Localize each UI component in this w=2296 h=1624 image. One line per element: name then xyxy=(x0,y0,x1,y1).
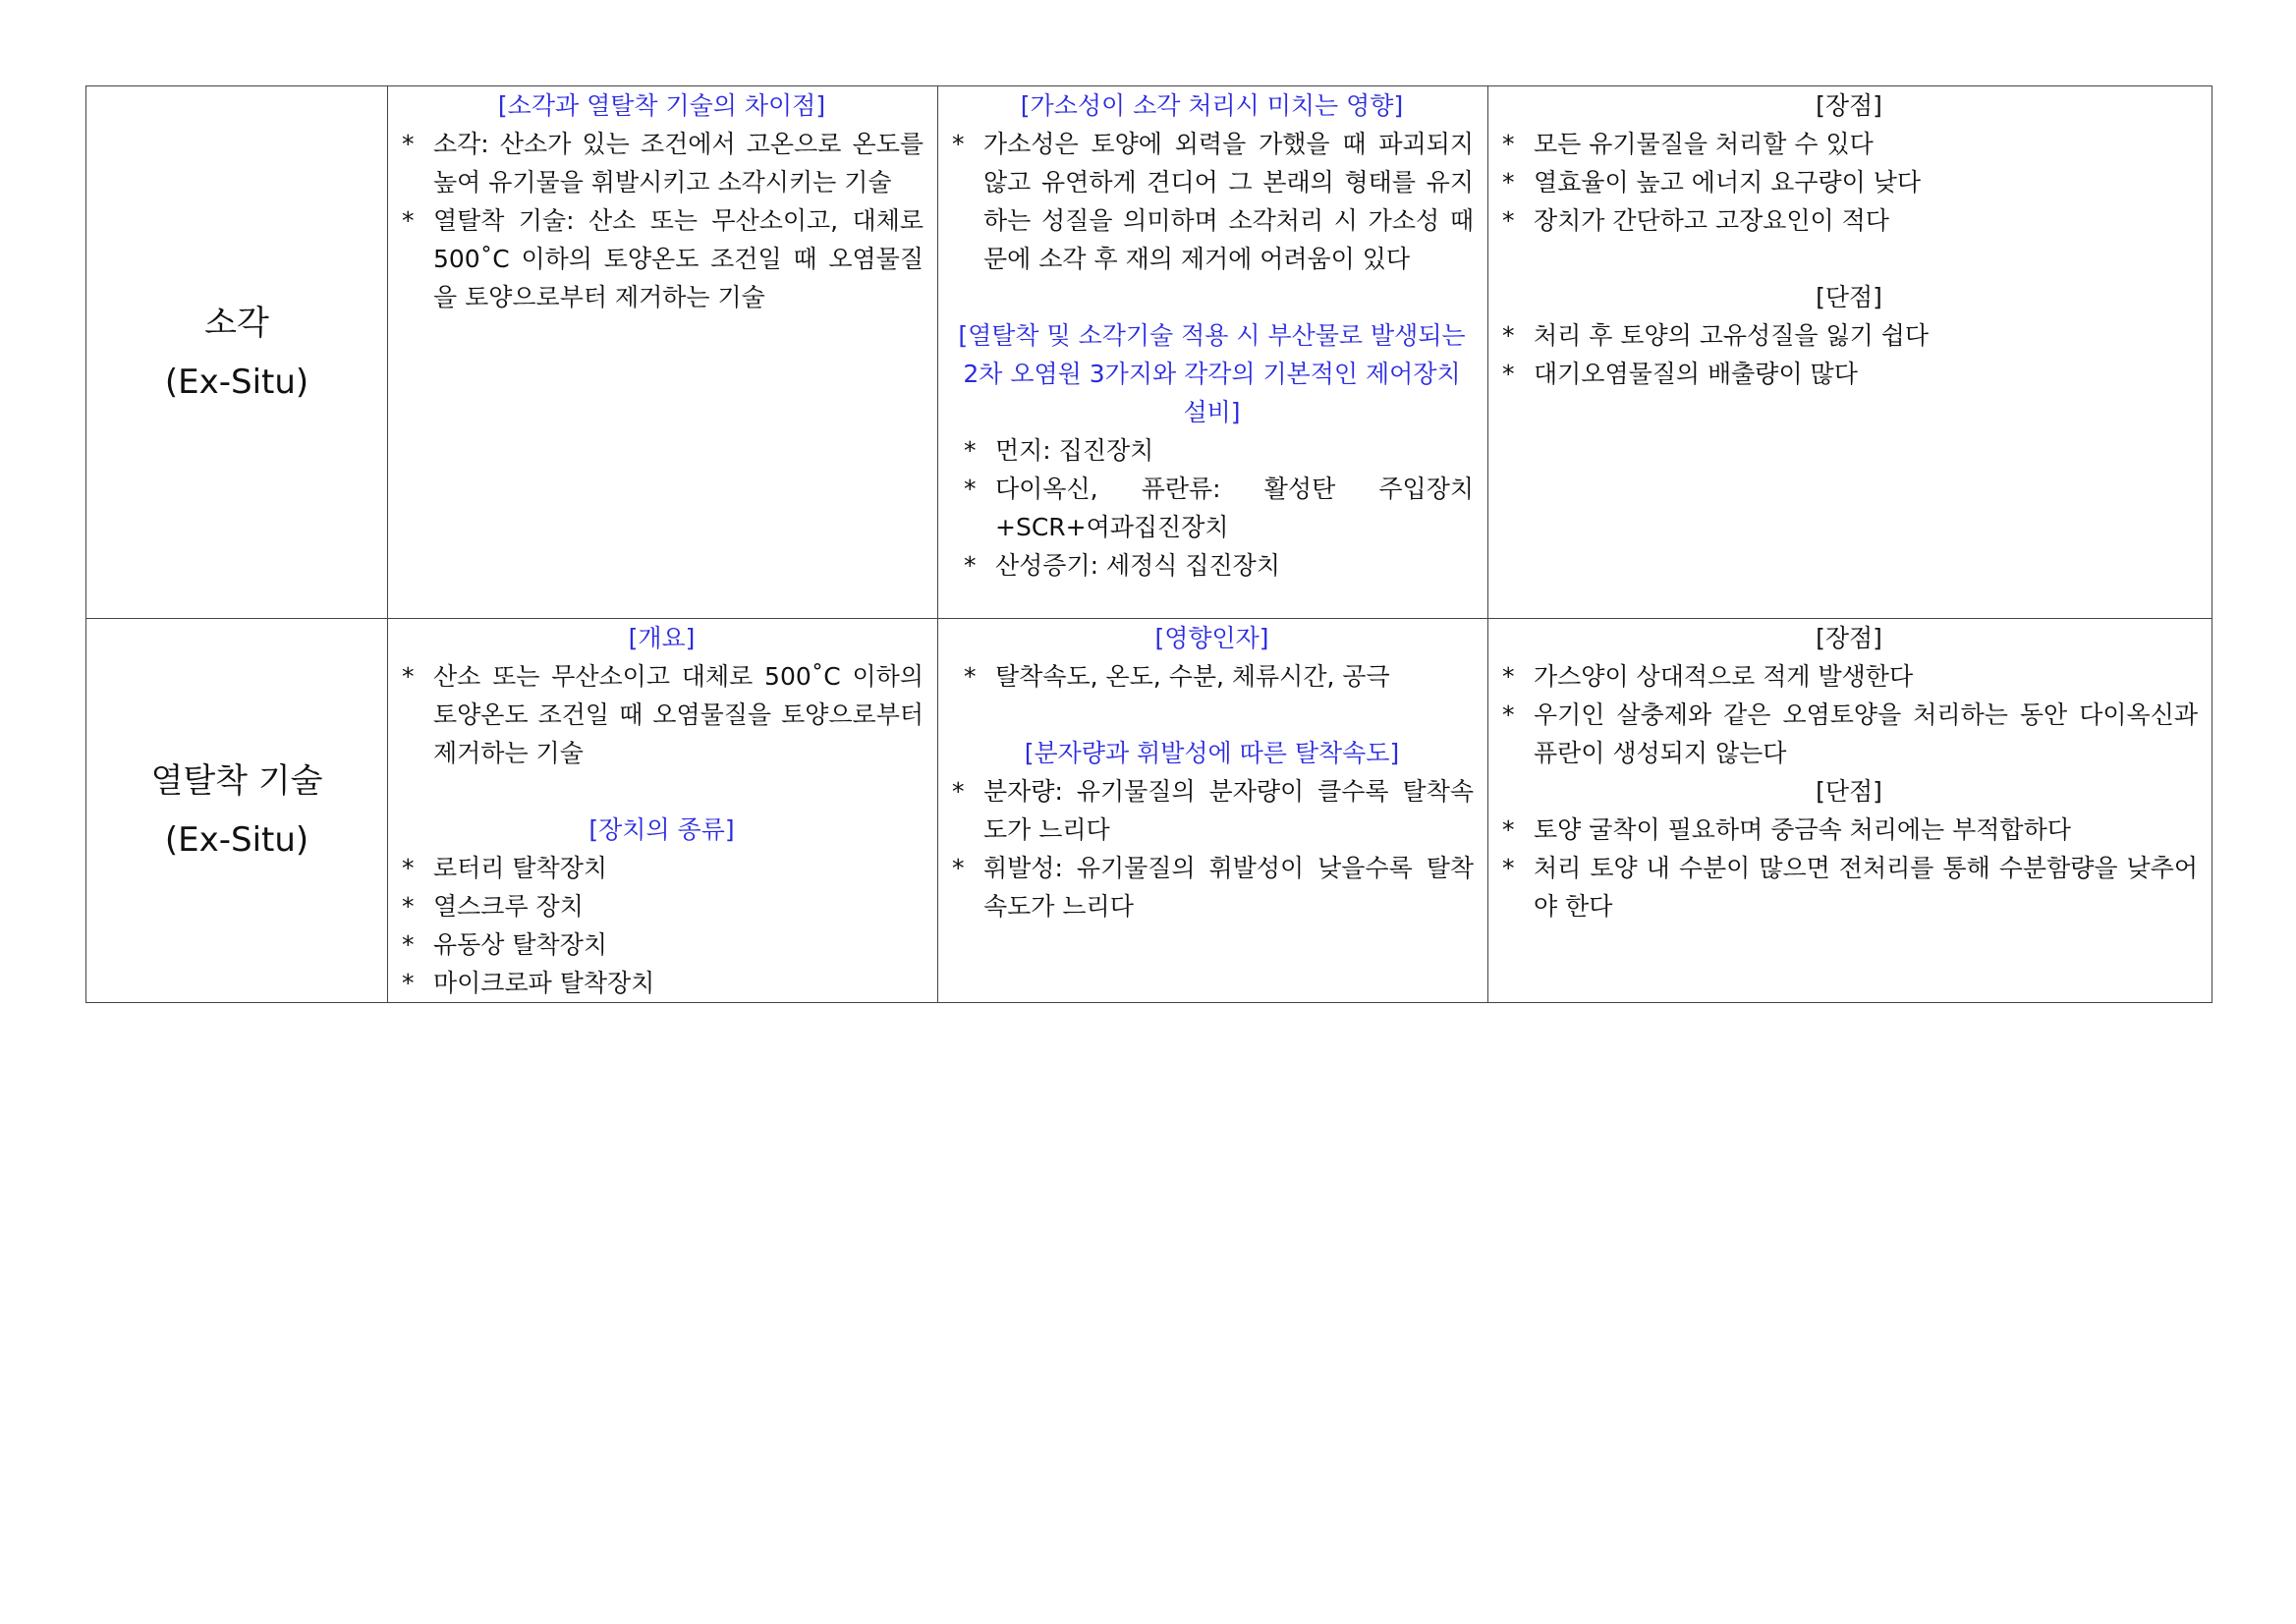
list-item: * 열스크루 장치 xyxy=(400,887,924,925)
list-differences xyxy=(400,125,924,316)
bullet-star-icon: * xyxy=(402,130,415,158)
section-title-cons: [단점] xyxy=(1816,777,1882,806)
list-item: * 먼지: 집진장치 xyxy=(950,431,1474,470)
list-desorption-rate xyxy=(950,772,1474,925)
section-title-plasticity: [가소성이 소각 처리시 미치는 영향] xyxy=(1020,91,1404,120)
list-item: * 다이옥신, 퓨란류: 활성탄 주입장치 +SCR+여과집진장치 xyxy=(950,470,1474,546)
row-label-subtitle: (Ex-Situ) xyxy=(164,820,309,860)
list-item: * 대기오염물질의 배출량이 많다 xyxy=(1500,355,2198,393)
bullet-star-icon: * xyxy=(1502,662,1515,691)
bullet-star-icon: * xyxy=(1502,360,1515,388)
bullet-star-icon: * xyxy=(402,854,415,882)
section-title-pros: [장점] xyxy=(1816,624,1882,652)
bullet-star-icon: * xyxy=(402,969,415,997)
bullet-star-icon: * xyxy=(964,551,977,580)
section-title-desorption-rate: [분자량과 휘발성에 따른 탈착속도] xyxy=(1024,739,1400,767)
bullet-star-icon: * xyxy=(1502,700,1515,729)
list-item: * 가소성은 토양에 외력을 가했을 때 파괴되지 않고 유연하게 견디어 그 본래의 형태를 유지하는 성질을 의미하며 소각처리 시 가소성 때문에 소각 후 재의 제거에 어려움이 있다 xyxy=(950,125,1474,278)
bullet-star-icon: * xyxy=(1502,321,1515,350)
list-item: * 열탈착 기술: 산소 또는 무산소이고, 대체로 500˚C 이하의 토양온도 조건일 때 오염물질을 토양으로부터 제거하는 기술 xyxy=(400,201,924,316)
cell-plasticity xyxy=(938,86,1488,619)
bullet-star-icon: * xyxy=(1502,206,1515,235)
cell-influencing-factors xyxy=(938,619,1488,1003)
bullet-star-icon: * xyxy=(402,930,415,959)
list-secondary-pollutants xyxy=(950,431,1474,585)
bullet-star-icon: * xyxy=(402,662,415,691)
list-item: * 처리 토양 내 수분이 많으면 전처리를 통해 수분함량을 낮추어야 한다 xyxy=(1500,849,2198,925)
bullet-star-icon: * xyxy=(952,854,965,882)
row-label-incineration xyxy=(86,86,388,619)
list-item: * 휘발성: 유기물질의 휘발성이 낮을수록 탈착속도가 느리다 xyxy=(950,849,1474,925)
list-item: * 소각: 산소가 있는 조건에서 고온으로 온도를 높여 유기물을 휘발시키고 소각시키는 기술 xyxy=(400,125,924,201)
row-label-subtitle: (Ex-Situ) xyxy=(164,362,309,402)
section-title-differences: [소각과 열탈착 기술의 차이점] xyxy=(497,91,826,120)
list-device-types xyxy=(400,849,924,1002)
list-item: * 산소 또는 무산소이고 대체로 500˚C 이하의 토양온도 조건일 때 오염물질을 토양으로부터 제거하는 기술 xyxy=(400,657,924,772)
list-item: * 장치가 간단하고 고장요인이 적다 xyxy=(1500,201,2198,240)
bullet-star-icon: * xyxy=(1502,168,1515,196)
table-row-thermal-desorption xyxy=(86,619,2212,1003)
bullet-star-icon: * xyxy=(964,662,977,691)
list-cons xyxy=(1500,811,2198,925)
section-title-influencing-factors: [영향인자] xyxy=(1154,624,1269,652)
row-label-thermal-desorption xyxy=(86,619,388,1003)
list-overview xyxy=(400,657,924,772)
section-title-pros: [장점] xyxy=(1816,91,1882,120)
bullet-star-icon: * xyxy=(1502,854,1515,882)
section-title-cons: [단점] xyxy=(1816,283,1882,311)
list-influencing-factors xyxy=(950,657,1474,696)
bullet-star-icon: * xyxy=(402,206,415,235)
list-item: * 열효율이 높고 에너지 요구량이 낮다 xyxy=(1500,163,2198,201)
table-row-incineration xyxy=(86,86,2212,619)
bullet-star-icon: * xyxy=(964,436,977,465)
section-title-secondary-pollutants: [열탈착 및 소각기술 적용 시 부산물로 발생되는 2차 오염원 3가지와 각각의 기본적인 제어장치 설비] xyxy=(958,321,1466,426)
bullet-star-icon: * xyxy=(1502,130,1515,158)
list-item: * 산성증기: 세정식 집진장치 xyxy=(950,546,1474,585)
bullet-star-icon: * xyxy=(952,130,965,158)
cell-pros-cons-thermal xyxy=(1488,619,2212,1003)
bullet-star-icon: * xyxy=(952,777,965,806)
cell-differences xyxy=(388,86,938,619)
list-cons xyxy=(1500,316,2198,393)
list-item: * 우기인 살충제와 같은 오염토양을 처리하는 동안 다이옥신과 퓨란이 생성되지 않는다 xyxy=(1500,696,2198,772)
list-item: * 탈착속도, 온도, 수분, 체류시간, 공극 xyxy=(950,657,1474,696)
cell-pros-cons-incineration xyxy=(1488,86,2212,619)
comparison-table xyxy=(85,85,2212,1003)
section-title-overview: [개요] xyxy=(628,624,696,652)
bullet-star-icon: * xyxy=(1502,815,1515,844)
list-pros xyxy=(1500,125,2198,240)
list-item: * 처리 후 토양의 고유성질을 잃기 쉽다 xyxy=(1500,316,2198,355)
list-item: * 분자량: 유기물질의 분자량이 클수록 탈착속도가 느리다 xyxy=(950,772,1474,849)
list-item: * 토양 굴착이 필요하며 중금속 처리에는 부적합하다 xyxy=(1500,811,2198,849)
list-item: * 모든 유기물질을 처리할 수 있다 xyxy=(1500,125,2198,163)
bullet-star-icon: * xyxy=(964,475,977,503)
cell-overview xyxy=(388,619,938,1003)
list-item: * 가스양이 상대적으로 적게 발생한다 xyxy=(1500,657,2198,696)
section-title-device-types: [장치의 종류] xyxy=(588,815,735,844)
row-label-title: 열탈착 기술 xyxy=(150,761,323,801)
row-label-title: 소각 xyxy=(204,303,269,343)
list-item: * 로터리 탈착장치 xyxy=(400,849,924,887)
bullet-star-icon: * xyxy=(402,892,415,921)
list-item: * 유동상 탈착장치 xyxy=(400,925,924,964)
list-plasticity xyxy=(950,125,1474,278)
list-item: * 마이크로파 탈착장치 xyxy=(400,964,924,1002)
list-pros xyxy=(1500,657,2198,772)
